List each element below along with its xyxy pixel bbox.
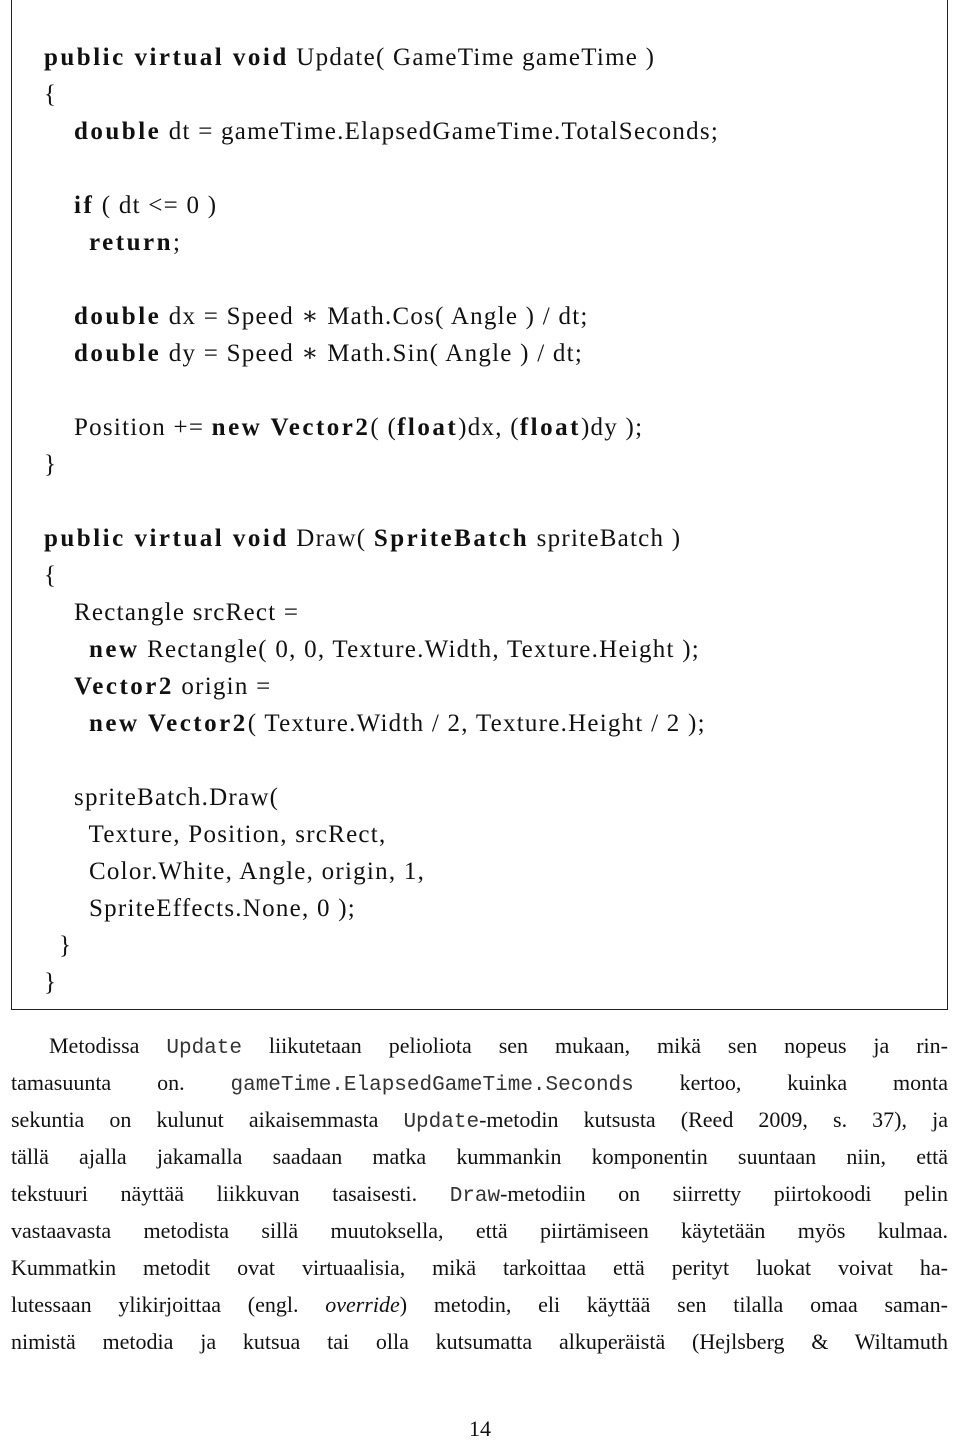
code-line: [44, 39, 655, 76]
code-line: [44, 927, 72, 964]
text-run: tekstuuri näyttää liikkuvan tasaisesti.: [11, 1181, 450, 1206]
paragraph-line: [11, 1138, 948, 1175]
code-token: spriteBatch.Draw(: [44, 784, 280, 811]
code-line: [44, 446, 57, 483]
text-run: sekuntia on kulunut aikaisemmasta: [11, 1107, 404, 1132]
code-token: )dx, (: [458, 414, 520, 441]
code-token: Rectangle srcRect =: [44, 599, 300, 626]
code-line: [44, 557, 57, 594]
code-line: [44, 409, 643, 446]
code-token: float: [397, 414, 459, 441]
code-token: {: [44, 562, 58, 589]
code-token: spriteBatch ): [529, 525, 682, 552]
code-token: }: [44, 451, 58, 478]
code-line: [44, 520, 681, 557]
code-token: ( (: [370, 414, 398, 441]
paragraph-line: [11, 1175, 948, 1212]
code-token: dt = gameTime.ElapsedGameTime.TotalSeconds;: [161, 118, 720, 145]
text-run: liikutetaan pelioliota sen mukaan, mikä sen nopeus ja rin-: [242, 1033, 948, 1058]
paragraph-line: [11, 1064, 948, 1101]
emphasis: override: [325, 1292, 400, 1317]
code-token: origin =: [173, 673, 272, 700]
code-token: Draw(: [288, 525, 374, 552]
code-token: }: [44, 932, 73, 959]
code-token: )dy );: [580, 414, 644, 441]
code-token: [44, 340, 74, 367]
code-line: [44, 964, 57, 1001]
paragraph-line: [11, 1286, 948, 1323]
code-token: ;: [172, 229, 182, 256]
text-run: Kummatkin metodit ovat virtuaalisia, mikä tarkoittaa että perityt luokat voivat ha-: [11, 1255, 948, 1280]
code-token: return: [89, 229, 173, 256]
code-token: public virtual void: [44, 525, 289, 552]
body-paragraph: [11, 1027, 948, 1360]
code-token: dy = Speed ∗ Math.Sin( Angle ) / dt;: [161, 340, 584, 367]
code-token: [44, 118, 74, 145]
code-line: [44, 705, 706, 742]
code-line: [44, 594, 299, 631]
code-token: Vector2: [74, 673, 174, 700]
code-token: }: [44, 969, 58, 996]
text-run: nimistä metodia ja kutsua tai olla kutsumatta alkuperäistä (Hejlsberg & Wiltamuth: [11, 1329, 948, 1354]
code-line: [44, 668, 271, 705]
code-token: [44, 636, 89, 663]
code-line: [44, 224, 181, 261]
paragraph-line: [11, 1323, 948, 1360]
code-token: Update( GameTime gameTime ): [288, 44, 656, 71]
code-line: [44, 853, 425, 890]
code-token: [44, 229, 89, 256]
code-token: dx = Speed ∗ Math.Cos( Angle ) / dt;: [161, 303, 589, 330]
page-number: 14: [469, 1416, 491, 1441]
code-token: [44, 710, 89, 737]
code-token: SpriteEffects.None, 0 );: [44, 895, 356, 922]
text-run: -metodin kutsusta (Reed 2009, s. 37), ja: [479, 1107, 948, 1132]
inline-code: Draw: [449, 1185, 501, 1208]
text-run: vastaavasta metodista sillä muutoksella, että piirtämiseen käytetään myös kulmaa.: [11, 1218, 948, 1243]
code-token: Position +=: [44, 414, 212, 441]
text-run: Metodissa: [49, 1033, 167, 1058]
code-token: new Vector2: [211, 414, 371, 441]
code-line: [44, 298, 589, 335]
code-line: [44, 631, 700, 668]
inline-code: gameTime.ElapsedGameTime.Seconds: [230, 1074, 634, 1097]
code-token: SpriteBatch: [373, 525, 530, 552]
code-line: [44, 113, 719, 150]
code-token: ( Texture.Width / 2, Texture.Height / 2 );: [247, 710, 706, 737]
code-token: Rectangle( 0, 0, Texture.Width, Texture.Height );: [139, 636, 700, 663]
text-run: ) metodin, eli käyttää sen tilalla omaa saman-: [399, 1292, 948, 1317]
code-line: [44, 890, 356, 927]
code-token: [44, 303, 74, 330]
inline-code: Update: [166, 1037, 242, 1060]
code-token: [44, 673, 74, 700]
code-line: [44, 779, 279, 816]
inline-code: Update: [403, 1111, 480, 1134]
code-token: float: [519, 414, 581, 441]
paragraph-line: [11, 1101, 948, 1138]
text-run: tällä ajalla jakamalla saadaan matka kummankin komponentin suuntaan niin, että: [11, 1144, 948, 1169]
code-token: Color.White, Angle, origin, 1,: [44, 858, 426, 885]
code-token: {: [44, 81, 58, 108]
code-line: [44, 335, 583, 372]
paragraph-line: [11, 1249, 948, 1286]
code-line: [44, 187, 217, 224]
text-run: tamasuunta on.: [11, 1070, 231, 1095]
text-run: kertoo, kuinka monta: [633, 1070, 948, 1095]
code-line: [44, 816, 386, 853]
code-token: double: [74, 340, 162, 367]
code-token: public virtual void: [44, 44, 289, 71]
code-line: [44, 76, 57, 113]
paragraph-line: [11, 1212, 948, 1249]
code-token: new: [89, 636, 140, 663]
code-token: Texture, Position, srcRect,: [44, 821, 387, 848]
code-token: double: [74, 303, 162, 330]
code-token: [44, 192, 74, 219]
text-run: -metodiin on siirretty piirtokoodi pelin: [500, 1181, 948, 1206]
code-token: if: [74, 192, 95, 219]
paragraph-line: [11, 1027, 948, 1064]
text-run: lutessaan ylikirjoittaa (engl.: [11, 1292, 326, 1317]
code-token: new Vector2: [89, 710, 248, 737]
code-token: ( dt <= 0 ): [94, 192, 218, 219]
code-token: double: [74, 118, 162, 145]
